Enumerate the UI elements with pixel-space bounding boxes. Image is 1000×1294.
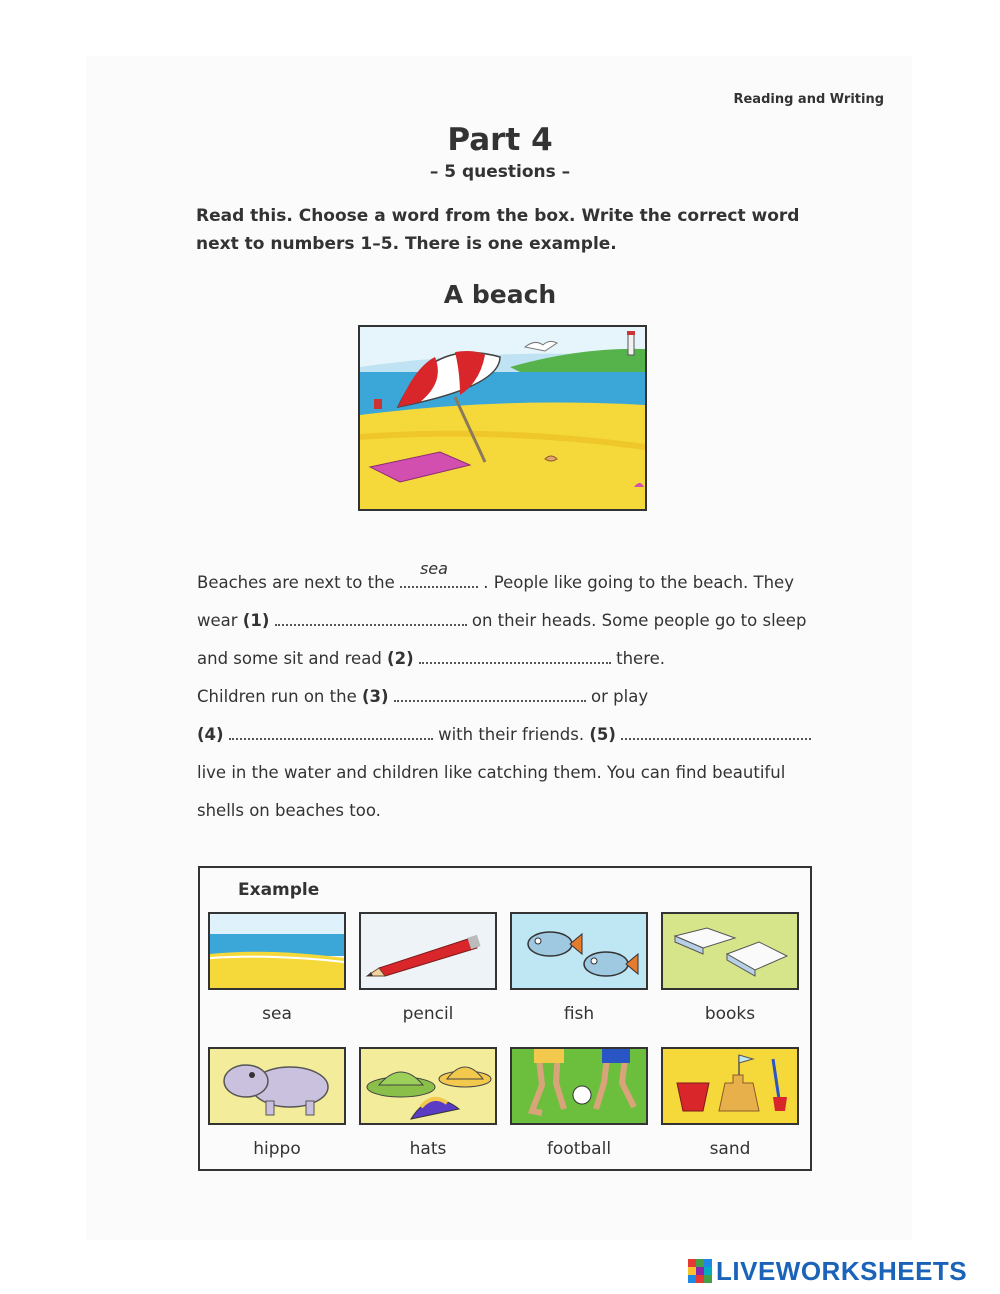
story-line-1 [197,559,794,598]
section-header: Reading and Writing [733,92,884,107]
example-answer: sea [419,559,448,578]
word-box [198,866,812,1171]
example-label: Example [238,880,320,900]
word-card-football [510,1047,648,1159]
word-card-books [661,912,799,1024]
story-text-segment: there. [616,649,666,668]
word-label: fish [563,1004,595,1024]
word-card-pencil [359,912,497,1024]
word-label: sand [709,1139,751,1159]
story-title: A beach [443,280,557,309]
books-icon [661,912,799,990]
story-line-5 [197,720,811,750]
story-line-2 [197,606,806,636]
gap-number-2: (2) [387,649,414,668]
word-card-fish [510,912,648,1024]
beach-umbrella-picture [358,325,647,511]
answer-gap-5[interactable] [621,722,811,740]
answer-gap-3[interactable] [394,684,586,702]
part-title: Part 4 [447,122,553,158]
word-label: hippo [253,1139,301,1159]
liveworksheets-logo [688,1256,967,1286]
example-answer-gap [400,559,478,588]
answer-gap-1[interactable] [275,608,467,626]
word-label: hats [409,1139,447,1159]
gap-number-3: (3) [361,687,389,706]
word-label: sea [262,1004,292,1024]
word-card-hats [359,1047,497,1159]
pencil-icon [359,912,497,990]
gap-number-1: (1) [242,611,270,630]
gap-number-4: (4) [197,725,224,744]
word-label: football [546,1139,612,1159]
instructions: Read this. Choose a word from the box. Write the correct word next to numbers 1–5. There is one example. [196,206,800,254]
story-text-segment: on their heads. Some people go to sleep [471,611,807,630]
football-icon [510,1047,648,1125]
word-card-hippo [208,1047,346,1159]
sandcastle-icon [661,1047,799,1125]
story-text-segment: or play [591,687,649,706]
brand-mark-icon [688,1259,712,1283]
hats-icon [359,1047,497,1125]
fish-icon [510,912,648,990]
story-line-6: live in the water and children like catching them. You can find beautiful [197,763,786,782]
story-line-3 [197,644,665,674]
word-card-sea [208,912,346,1024]
gap-number-5: (5) [589,725,616,744]
story-text-segment: . People like going to the beach. They [483,573,794,592]
brand-name: LIVEWORKSHEETS [716,1255,968,1286]
story-text-segment: with their friends. [438,725,585,744]
sea-icon [208,912,346,990]
story-line-4 [197,682,648,712]
story-text-segment: Children run on the [197,687,357,706]
part-subtitle: – 5 questions – [429,162,571,182]
story-text-segment: wear [197,611,238,630]
hippo-icon [208,1047,346,1125]
story-line-7: shells on beaches too. [197,801,381,820]
story-text-segment: Beaches are next to the [197,573,395,592]
story-text-segment: and some sit and read [197,649,382,668]
word-label: pencil [402,1004,454,1024]
word-label: books [704,1004,756,1024]
answer-gap-2[interactable] [419,646,611,664]
word-card-sand [661,1047,799,1159]
answer-gap-4[interactable] [229,722,433,740]
